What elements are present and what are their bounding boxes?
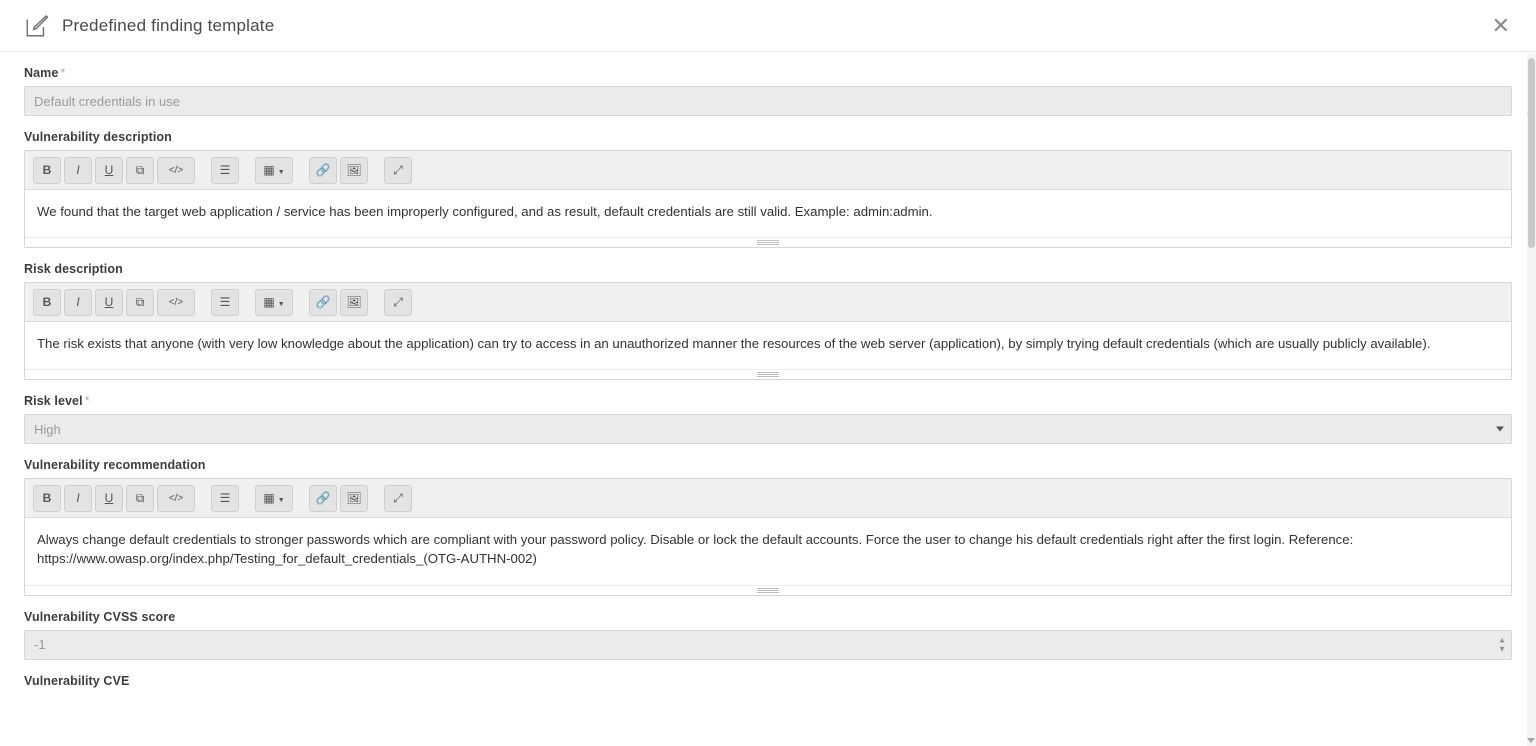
risk-description-editor: [24, 282, 1512, 380]
editor-toolbar: [25, 479, 1511, 518]
grip-lines-icon: [757, 588, 779, 593]
table-icon[interactable]: ▦ ▼: [255, 485, 293, 512]
vulnerability-description-content[interactable]: We found that the target web application / service has been improperly configured, and as result, default credentials are still valid. Example: admin:admin.: [37, 204, 933, 219]
scroll-down-arrow-icon[interactable]: [1527, 738, 1535, 743]
page-title: Predefined finding template: [62, 15, 275, 35]
image-icon[interactable]: 🖼: [340, 157, 368, 184]
vulnerability-description-editor: [24, 150, 1512, 248]
vulnerability-recommendation-content[interactable]: Always change default credentials to stronger passwords which are compliant with your password policy. Disable or lock the default accounts. Force the user to change his default credentials right after the first login. Reference: https://www.owasp.org/index.php/Testing_for_default_credentials_(OTG-AUTHN-002): [37, 532, 1354, 567]
fullscreen-icon[interactable]: ⤢: [384, 289, 412, 316]
table-icon[interactable]: ▦ ▼: [255, 289, 293, 316]
editor-resize-handle[interactable]: [25, 237, 1511, 247]
clear-formatting-icon[interactable]: ⧉: [126, 289, 154, 316]
underline-icon[interactable]: U: [95, 289, 123, 316]
underline-icon[interactable]: U: [95, 485, 123, 512]
field-name: [24, 66, 1512, 116]
code-icon[interactable]: </>: [157, 485, 195, 512]
italic-icon[interactable]: I: [64, 157, 92, 184]
field-vulnerability-cvss-score: [24, 610, 1512, 660]
vulnerability-cvss-score-label: Vulnerability CVSS score: [24, 609, 176, 624]
modal-body: [0, 52, 1536, 746]
fullscreen-icon[interactable]: ⤢: [384, 157, 412, 184]
field-risk-level: [24, 394, 1512, 444]
table-icon[interactable]: ▦ ▼: [255, 157, 293, 184]
image-icon[interactable]: 🖼: [340, 289, 368, 316]
vulnerability-cvss-score-input[interactable]: -1: [24, 630, 1512, 660]
unordered-list-icon[interactable]: ☰: [211, 289, 239, 316]
link-icon[interactable]: 🔗: [309, 157, 337, 184]
chevron-down-icon: ▼: [277, 168, 285, 176]
field-vulnerability-cve: [24, 674, 1512, 688]
editor-resize-handle[interactable]: [25, 369, 1511, 379]
modal-header: [0, 0, 1536, 52]
risk-level-value: High: [34, 421, 61, 437]
vulnerability-cve-label: Vulnerability CVE: [24, 673, 130, 688]
chevron-down-icon: ▼: [277, 300, 285, 308]
vulnerability-recommendation-label: Vulnerability recommendation: [24, 458, 206, 473]
code-icon[interactable]: </>: [157, 289, 195, 316]
cvss-score-spinner-wrap: [24, 630, 1512, 660]
italic-icon[interactable]: I: [64, 289, 92, 316]
field-vulnerability-recommendation: [24, 458, 1512, 595]
pencil-square-icon: [24, 13, 50, 39]
vulnerability-recommendation-editor: [24, 478, 1512, 595]
risk-level-select[interactable]: [24, 414, 1512, 444]
stepper-down-icon[interactable]: ▼: [1498, 644, 1506, 654]
chevron-down-icon: ▼: [277, 496, 285, 504]
bold-icon[interactable]: B: [33, 157, 61, 184]
code-icon[interactable]: </>: [157, 157, 195, 184]
grip-lines-icon: [757, 240, 779, 245]
name-label: Name *: [24, 66, 66, 80]
link-icon[interactable]: 🔗: [309, 289, 337, 316]
fullscreen-icon[interactable]: ⤢: [384, 485, 412, 512]
field-vulnerability-description: [24, 130, 1512, 248]
clear-formatting-icon[interactable]: ⧉: [126, 157, 154, 184]
required-marker: *: [84, 394, 90, 409]
name-input[interactable]: Default credentials in use: [24, 86, 1512, 116]
underline-icon[interactable]: U: [95, 157, 123, 184]
stepper-up-icon[interactable]: ▲: [1498, 635, 1506, 645]
risk-level-label: Risk level *: [24, 394, 90, 409]
vulnerability-description-label: Vulnerability description: [24, 130, 172, 144]
editor-toolbar: [25, 283, 1511, 322]
image-icon[interactable]: 🖼: [340, 485, 368, 512]
scrollbar-thumb[interactable]: [1528, 58, 1535, 248]
bold-icon[interactable]: B: [33, 485, 61, 512]
grip-lines-icon: [757, 372, 779, 377]
close-icon[interactable]: ✕: [1491, 12, 1510, 38]
unordered-list-icon[interactable]: ☰: [211, 157, 239, 184]
editor-toolbar: [25, 151, 1511, 190]
italic-icon[interactable]: I: [64, 485, 92, 512]
clear-formatting-icon[interactable]: ⧉: [126, 485, 154, 512]
quantity-stepper[interactable]: [1498, 636, 1506, 653]
editor-resize-handle[interactable]: [25, 585, 1511, 595]
chevron-down-icon: [1496, 427, 1504, 432]
required-marker: *: [60, 66, 66, 80]
field-risk-description: [24, 262, 1512, 380]
risk-description-content[interactable]: The risk exists that anyone (with very low knowledge about the application) can try to access in an unauthorized manner the resources of the web server (application), by simply trying default credentials (which are usually publicly available).: [37, 336, 1431, 352]
bold-icon[interactable]: B: [33, 289, 61, 316]
link-icon[interactable]: 🔗: [309, 485, 337, 512]
unordered-list-icon[interactable]: ☰: [211, 485, 239, 512]
risk-description-label: Risk description: [24, 262, 123, 277]
